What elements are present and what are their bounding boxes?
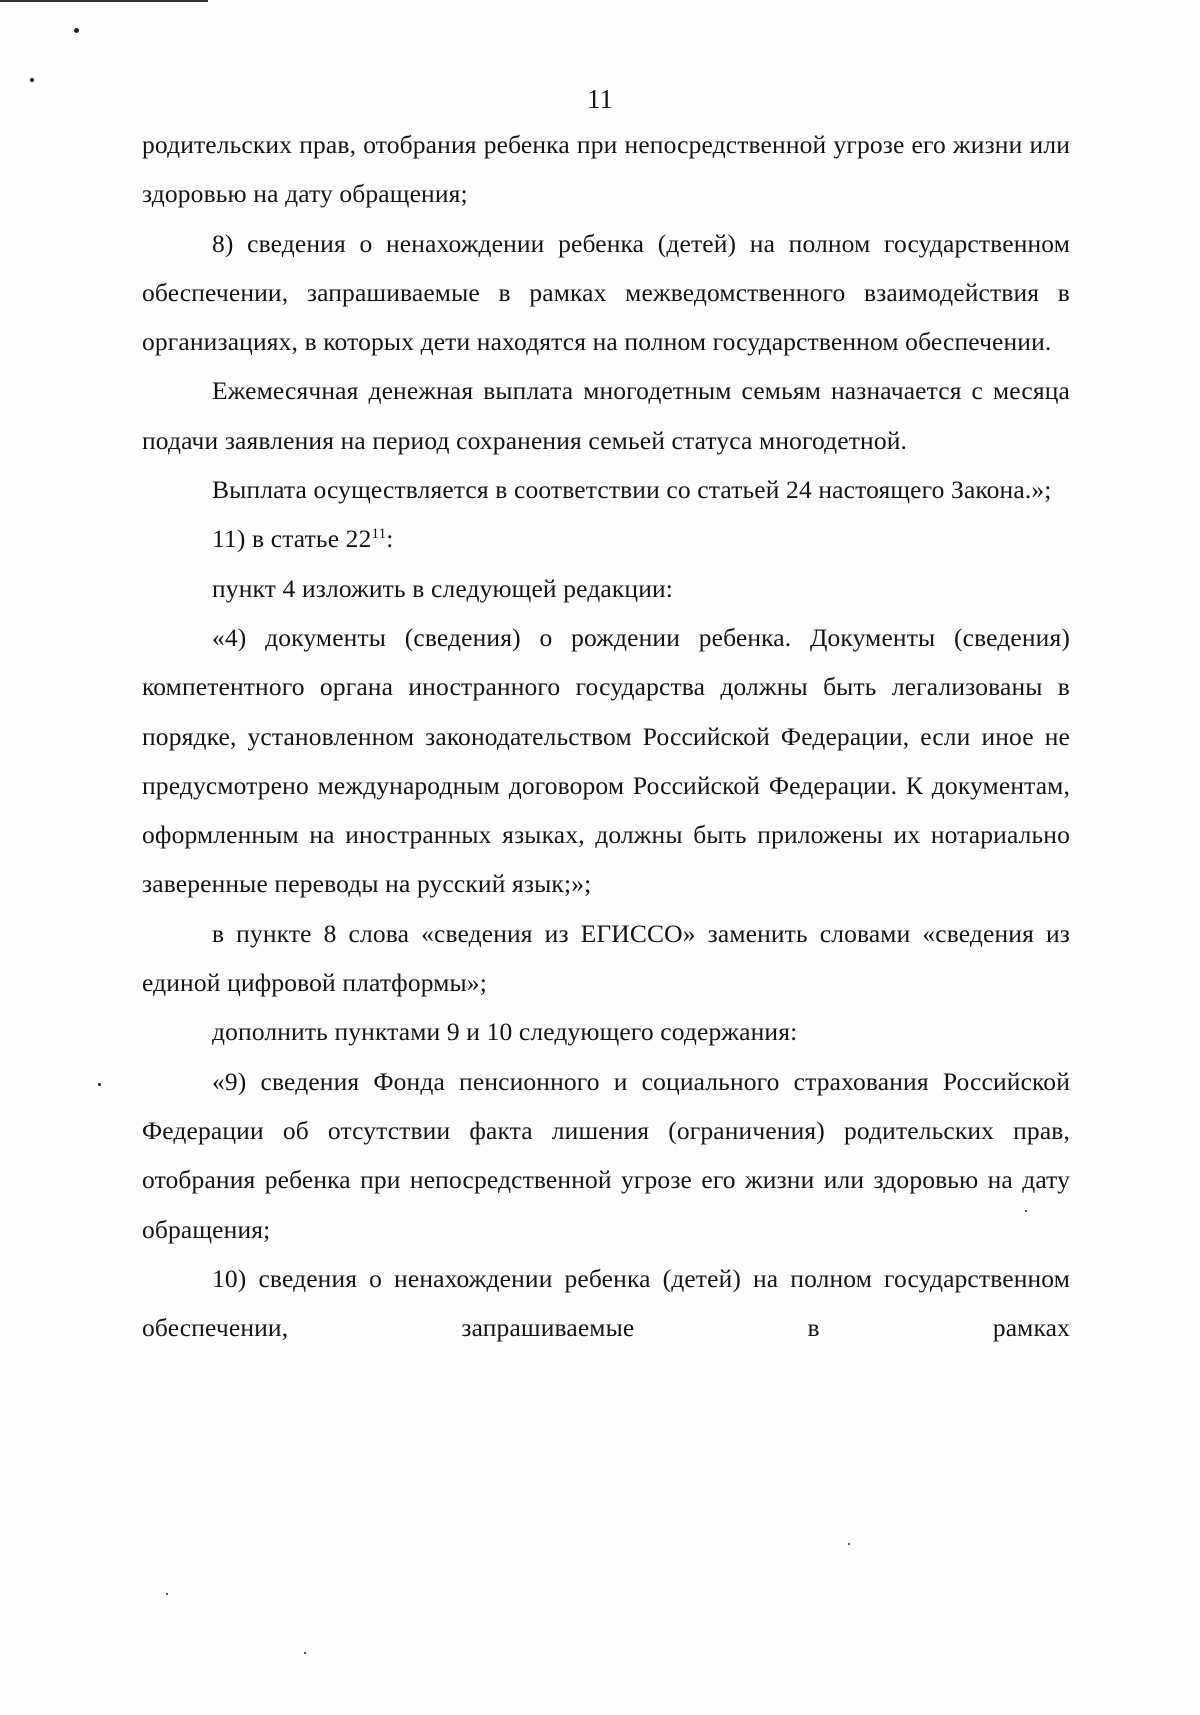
paragraph-item-4: «4) документы (сведения) о рождении ребенка. Документы (сведения) компетентного органа иностранного государства должны быть легализованы в порядке, установленном законодательством Российской Федерации, если иное не предусмотрено международным договором Российской Федерации. К документам, оформленным на иностранных языках, должны быть приложены их нотариально заверенные переводы на русский язык;»; [142, 622, 1070, 899]
paragraph: дополнить пунктами 9 и 10 следующего содержания: [212, 1017, 798, 1047]
scan-speck [98, 1083, 101, 1086]
paragraph: родительских прав, отобрания ребенка при непосредственной угрозе его жизни или здоровью на дату обращения; [142, 130, 1070, 209]
paragraph-item-8: 8) сведения о ненахождении ребенка (детей) на полном государственном обеспечении, запрашиваемые в рамках межведомственного взаимодействия в организациях, в которых дети находятся на полном государственном обеспечении. [142, 228, 1070, 357]
scan-speck [304, 1652, 306, 1654]
paragraph-item-9: «9) сведения Фонда пенсионного и социального страхования Российской Федерации об отсутствии факта лишения (ограничения) родительских прав, отобрания ребенка при непосредственной угрозе его жизни или здоровью на дату обращения; [142, 1066, 1070, 1244]
document-body [142, 120, 1070, 1352]
paragraph-item-11 [142, 514, 1070, 563]
article-superscript: 11 [371, 526, 387, 543]
item-11-colon: : [386, 524, 394, 554]
page-number: 11 [587, 84, 613, 114]
paragraph: Выплата осуществляется в соответствии со статьей 24 настоящего Закона.»; [212, 475, 1052, 505]
paragraph: в пункте 8 слова «сведения из ЕГИССО» заменить словами «сведения из единой цифровой платформы»; [142, 918, 1070, 998]
scan-speck [166, 1593, 168, 1595]
scan-speck [848, 1543, 850, 1545]
scan-speck [30, 78, 34, 82]
paragraph-item-10: 10) сведения о ненахождении ребенка (детей) на полном государственном обеспечении, запрашиваемые в рамках [142, 1263, 1070, 1343]
paragraph: Ежемесячная денежная выплата многодетным семьям назначается с месяца подачи заявления на период сохранения семьей статуса многодетной. [142, 376, 1070, 455]
scan-speck [74, 28, 79, 33]
paragraph: пункт 4 изложить в следующей редакции: [212, 573, 674, 603]
scan-border-line [0, 0, 208, 2]
item-11-text: 11) в статье 22 [212, 524, 372, 554]
